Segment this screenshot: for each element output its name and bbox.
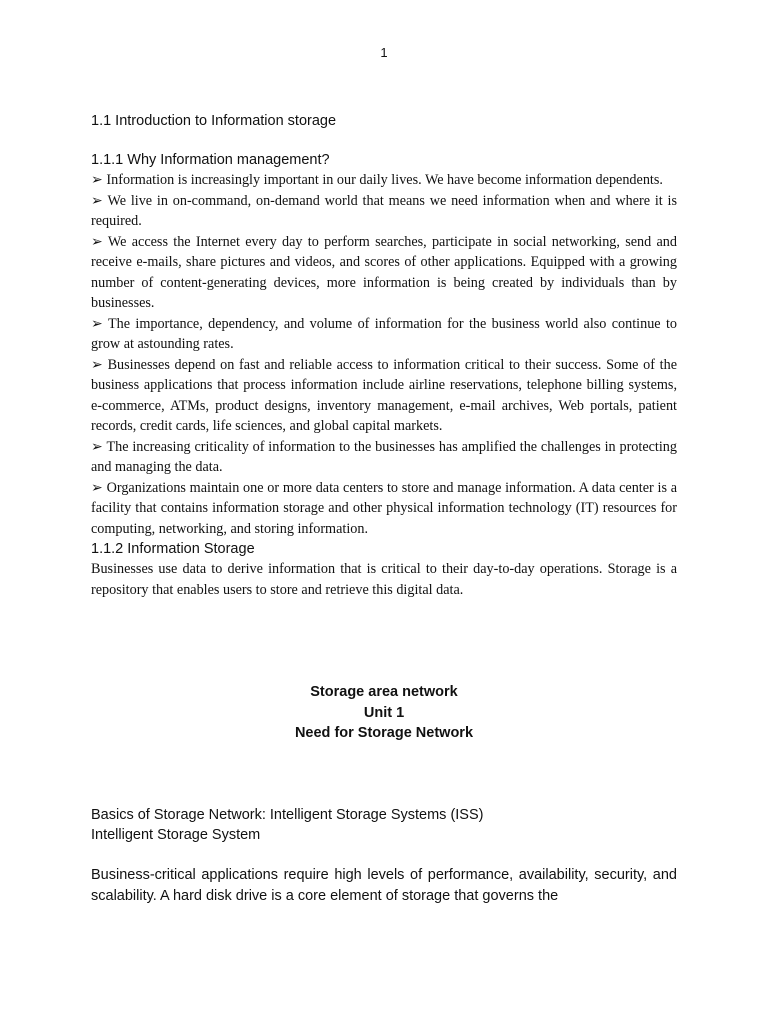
subsection-title-information-storage: 1.1.2 Information Storage [91,541,255,557]
bullet-paragraph: ➢ We access the Internet every day to perform searches, participate in social networking, send and receive e-mails, share pictures and videos, and scores of other applications. Equipped with a growing number of content-generating devices, more information is being created by individuals than by businesses. [91,233,677,311]
unit-heading-line-3: Need for Storage Network [294,725,474,741]
bullet-paragraph: ➢ The importance, dependency, and volume of information for the business world also continue to grow at astounding rates. [91,315,677,352]
iss-title: Intelligent Storage System [91,826,261,843]
bullet-paragraph: ➢ We live in on-command, on-demand world that means we need information when and where it is required. [91,192,677,229]
unit-heading-line-2: Unit 1 [363,704,405,721]
subsection-title-why-info-management: 1.1.1 Why Information management? [91,152,330,168]
page-number: 1 [380,45,388,60]
unit-heading-line-1: Storage area network [310,684,458,700]
bullet-paragraph: ➢ Businesses depend on fast and reliable access to information critical to their success. Some of the business applications that process information include airline reservations, telephone billing systems, e-commerce, ATMs, product designs, inventory management, e-mail archives, Web portals, patient records, credit cards, life sciences, and global capital markets. [91,356,677,434]
page-content [91,111,677,907]
section-title: 1.1 Introduction to Information storage [91,113,337,129]
bullet-paragraph: ➢ Information is increasingly important in our daily lives. We have become information dependents. [91,172,663,188]
iss-paragraph: Business-critical applications require high levels of performance, availability, security, and scalability. A hard disk drive is a core element of storage that governs the [91,866,677,904]
information-storage-paragraph: Businesses use data to derive information that is critical to their day-to-day operations. Storage is a repository that enables users to store and retrieve this digital data. [91,561,677,598]
basics-title: Basics of Storage Network: Intelligent Storage Systems (ISS) [91,806,484,823]
bullet-paragraph: ➢ The increasing criticality of information to the businesses has amplified the challenges in protecting and managing the data. [91,438,677,475]
bullet-paragraph: ➢ Organizations maintain one or more data centers to store and manage information. A data center is a facility that contains information storage and other physical information technology (IT) resources for computing, networking, and storing information. [91,479,677,537]
unit-heading [91,682,677,744]
